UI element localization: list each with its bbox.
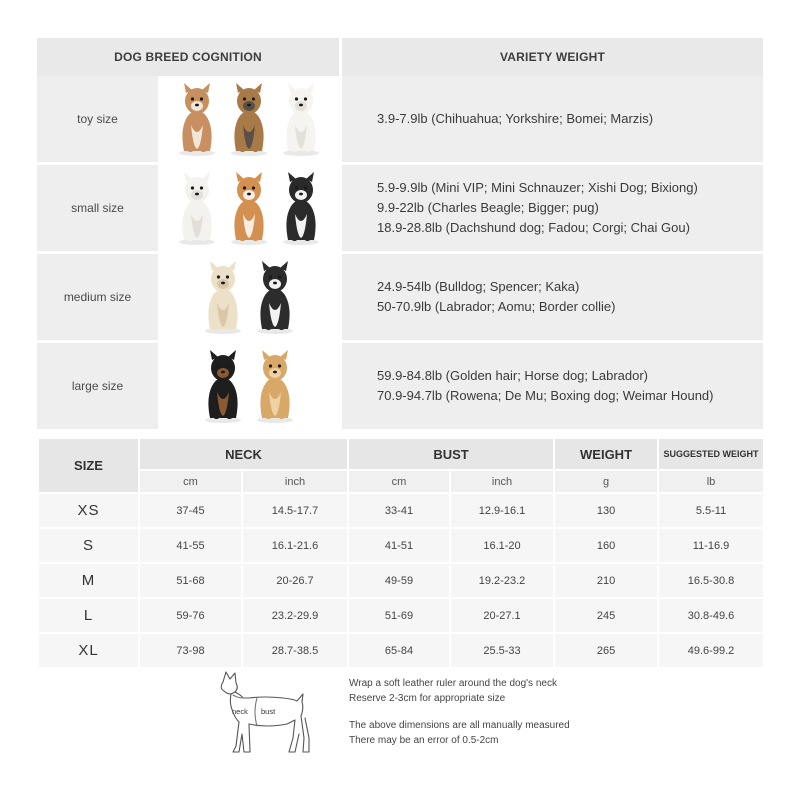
size-label-cell: M [38,563,139,598]
french-bulldog-icon [278,170,324,246]
pomeranian-dog-icon [278,81,324,157]
size-value-cell: 14.5-17.7 [242,493,348,528]
size-value-cell: 265 [554,633,658,668]
size-value-cell: 19.2-23.2 [450,563,554,598]
unit-cell: cm [139,470,242,493]
corgi-dog-icon [226,170,272,246]
size-label-cell: XS [38,493,139,528]
note-line: The above dimensions are all manually measured [349,720,570,731]
note-line: Wrap a soft leather ruler around the dog's neck [349,678,557,689]
variety-weight-cell [342,76,763,165]
size-row [38,598,764,633]
size-value-cell: 73-98 [139,633,242,668]
size-value-cell: 49.6-99.2 [658,633,764,668]
size-column-header: SIZE [38,438,139,493]
size-label-cell: S [38,528,139,563]
size-value-cell: 210 [554,563,658,598]
weight-range-line: 3.9-7.9lb (Chihuahua; Yorkshire; Bomei; Marzis) [377,111,654,126]
size-value-cell: 20-27.1 [450,598,554,633]
breed-size-name: toy size [37,76,158,165]
unit-cell: g [554,470,658,493]
size-value-cell: 37-45 [139,493,242,528]
weight-range-line: 70.9-94.7lb (Rowena; De Mu; Boxing dog; Weimar Hound) [377,388,714,403]
size-row [38,493,764,528]
breed-photo-group [158,165,339,254]
size-value-cell: 49-59 [348,563,450,598]
labrador-dog-icon [200,259,246,335]
variety-weight-cell [342,165,763,254]
size-value-cell: 5.5-11 [658,493,764,528]
size-value-cell: 41-51 [348,528,450,563]
size-row [38,563,764,598]
size-value-cell: 23.2-29.9 [242,598,348,633]
size-label-cell: XL [38,633,139,668]
golden-retriever-dog-icon [252,348,298,424]
bichon-dog-icon [174,170,220,246]
breed-size-name: small size [37,165,158,254]
variety-weight-cell [342,254,763,343]
size-value-cell: 11-16.9 [658,528,764,563]
measurement-notes [349,676,570,748]
size-value-cell: 12.9-16.1 [450,493,554,528]
breed-row [37,343,763,432]
border-collie-dog-icon [252,259,298,335]
breed-row [37,76,763,165]
size-value-cell: 160 [554,528,658,563]
note-line: Reserve 2-3cm for appropriate size [349,693,506,704]
size-value-cell: 16.1-21.6 [242,528,348,563]
breed-table [37,38,763,432]
rottweiler-dog-icon [200,348,246,424]
variety-weight-cell [342,343,763,432]
size-value-cell: 245 [554,598,658,633]
size-row [38,633,764,668]
breed-photo-group [158,343,339,432]
breed-size-name: medium size [37,254,158,343]
breed-photo-group [158,254,339,343]
dog-outline-head [221,672,237,694]
unit-cell: inch [450,470,554,493]
weight-range-line: 59.9-84.8lb (Golden hair; Horse dog; Labrador) [377,368,648,383]
size-label-cell: L [38,598,139,633]
size-value-cell: 65-84 [348,633,450,668]
weight-range-line: 5.9-9.9lb (Mini VIP; Mini Schnauzer; Xishi Dog; Bixiong) [377,180,698,195]
size-value-cell: 51-68 [139,563,242,598]
weight-range-line: 24.9-54lb (Bulldog; Spencer; Kaka) [377,279,580,294]
bust-column-header: BUST [348,438,554,470]
note-line: There may be an error of 0.5-2cm [349,735,499,746]
size-value-cell: 25.5-33 [450,633,554,668]
breed-photo-group [158,76,339,165]
size-value-cell: 20-26.7 [242,563,348,598]
size-row [38,528,764,563]
breed-row [37,165,763,254]
breed-cognition-header: DOG BREED COGNITION [37,38,339,76]
weight-range-line: 9.9-22lb (Charles Beagle; Bigger; pug) [377,200,599,215]
weight-range-line: 18.9-28.8lb (Dachshund dog; Fadou; Corgi; Chai Gou) [377,220,690,235]
breed-table-header [37,38,763,76]
neck-label: neck [232,707,248,716]
size-value-cell: 33-41 [348,493,450,528]
size-value-cell: 28.7-38.5 [242,633,348,668]
neck-column-header: NECK [139,438,348,470]
weight-column-header: WEIGHT [554,438,658,470]
bust-label: bust [261,707,276,716]
breed-size-name: large size [37,343,158,432]
size-value-cell: 51-69 [348,598,450,633]
suggested-weight-column-header: SUGGESTED WEIGHT [658,438,764,470]
size-value-cell: 16.5-30.8 [658,563,764,598]
unit-cell: lb [658,470,764,493]
size-value-cell: 41-55 [139,528,242,563]
size-value-cell: 16.1-20 [450,528,554,563]
size-chart-table [37,437,765,669]
weight-range-line: 50-70.9lb (Labrador; Aomu; Border collie) [377,299,616,314]
size-value-cell: 130 [554,493,658,528]
yorkshire-dog-icon [226,81,272,157]
unit-cell: cm [348,470,450,493]
dog-measurement-diagram [205,668,320,760]
unit-row [38,470,764,493]
unit-cell: inch [242,470,348,493]
breed-row [37,254,763,343]
chihuahua-dog-icon [174,81,220,157]
size-value-cell: 59-76 [139,598,242,633]
variety-weight-header: VARIETY WEIGHT [342,38,763,76]
size-value-cell: 30.8-49.6 [658,598,764,633]
